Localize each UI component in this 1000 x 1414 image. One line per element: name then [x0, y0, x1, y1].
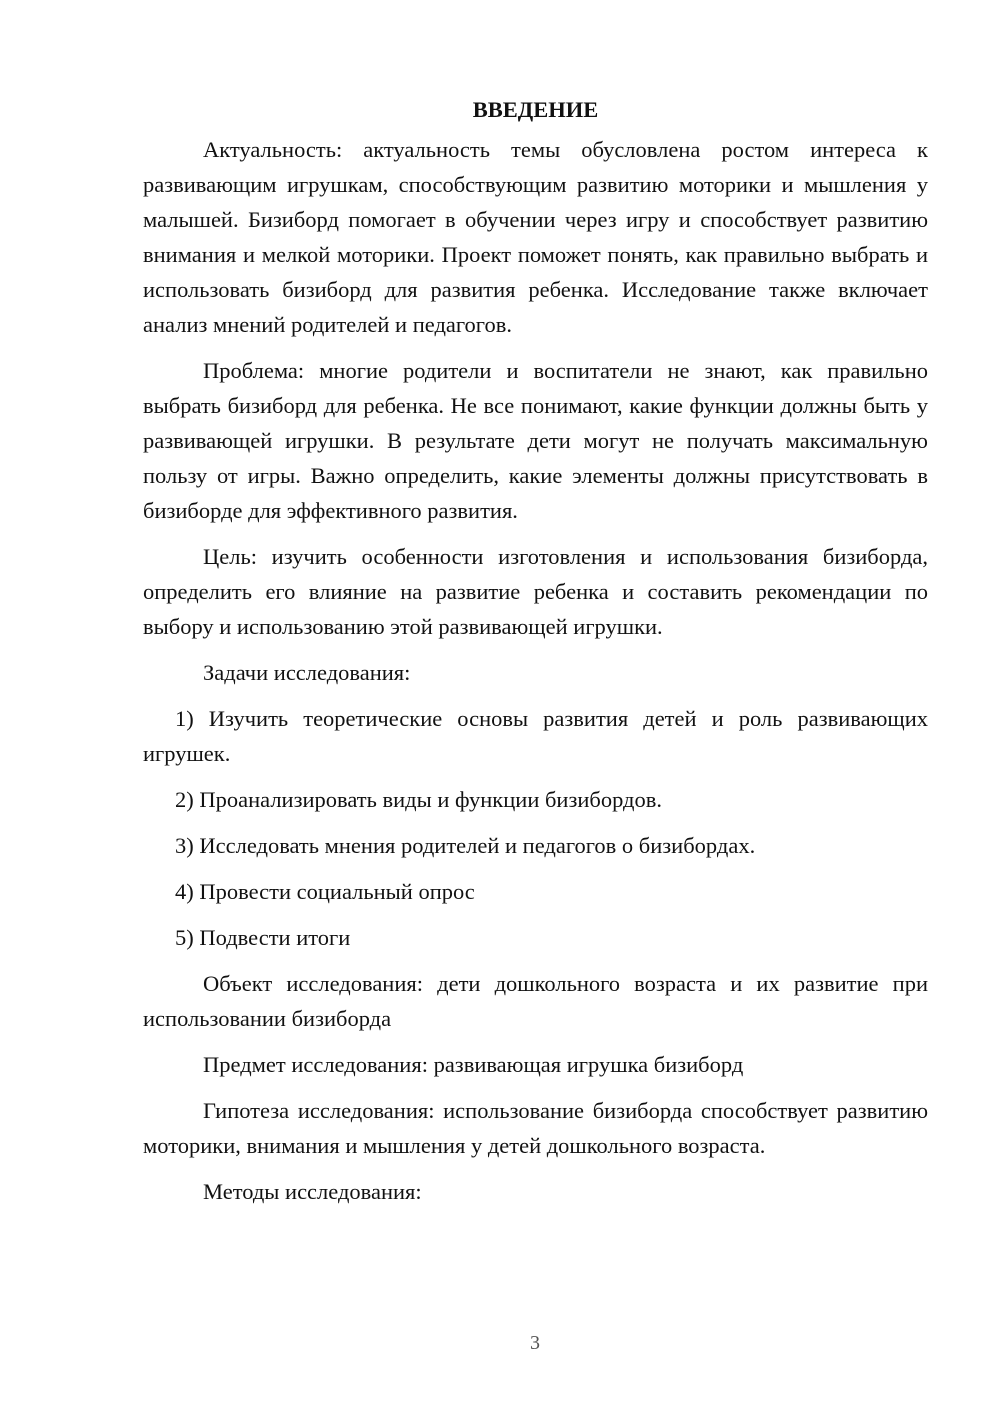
page-content [143, 92, 928, 1209]
page-number: 3 [530, 1332, 540, 1354]
paragraph-subject: Предмет исследования: развивающая игрушка бизиборд [203, 1052, 744, 1077]
section-title: ВВЕДЕНИЕ [472, 97, 599, 122]
task-item: 1) Изучить теоретические основы развития детей и роль развивающих игрушек. [143, 706, 928, 766]
paragraph-methods: Методы исследования: [203, 1179, 422, 1204]
paragraph-goal: Цель: изучить особенности изготовления и использования бизиборда, определить его влияние на развитие ребенка и составить рекомендации по выбору и использованию этой развивающей игрушки. [143, 544, 928, 639]
task-item: 3) Исследовать мнения родителей и педагогов о бизибордах. [175, 833, 756, 858]
paragraph-problem: Проблема: многие родители и воспитатели не знают, как правильно выбрать бизиборд для ребенка. Не все понимают, какие функции должны быть у развивающей игрушки. В результате дети могут не получать максимальную пользу от игры. Важно определить, какие элементы должны присутствовать в бизиборде для эффективного развития. [143, 358, 928, 523]
paragraph-object: Объект исследования: дети дошкольного возраста и их развитие при использовании бизиборда [143, 971, 928, 1031]
paragraph-relevance: Актуальность: актуальность темы обусловлена ростом интереса к развивающим игрушкам, способствующим развитию моторики и мышления у малышей. Бизиборд помогает в обучении через игру и способствует развитию внимания и мелкой моторики. Проект поможет понять, как правильно выбрать и использовать бизиборд для развития ребенка. Исследование также включает анализ мнений родителей и педагогов. [143, 137, 928, 337]
paragraph-hypothesis: Гипотеза исследования: использование бизиборда способствует развитию моторики, внимания и мышления у детей дошкольного возраста. [143, 1098, 928, 1158]
task-item: 5) Подвести итоги [175, 925, 351, 950]
task-item: 2) Проанализировать виды и функции бизибордов. [175, 787, 663, 812]
task-item: 4) Провести социальный опрос [175, 879, 475, 904]
paragraph-tasks-heading: Задачи исследования: [203, 660, 411, 685]
